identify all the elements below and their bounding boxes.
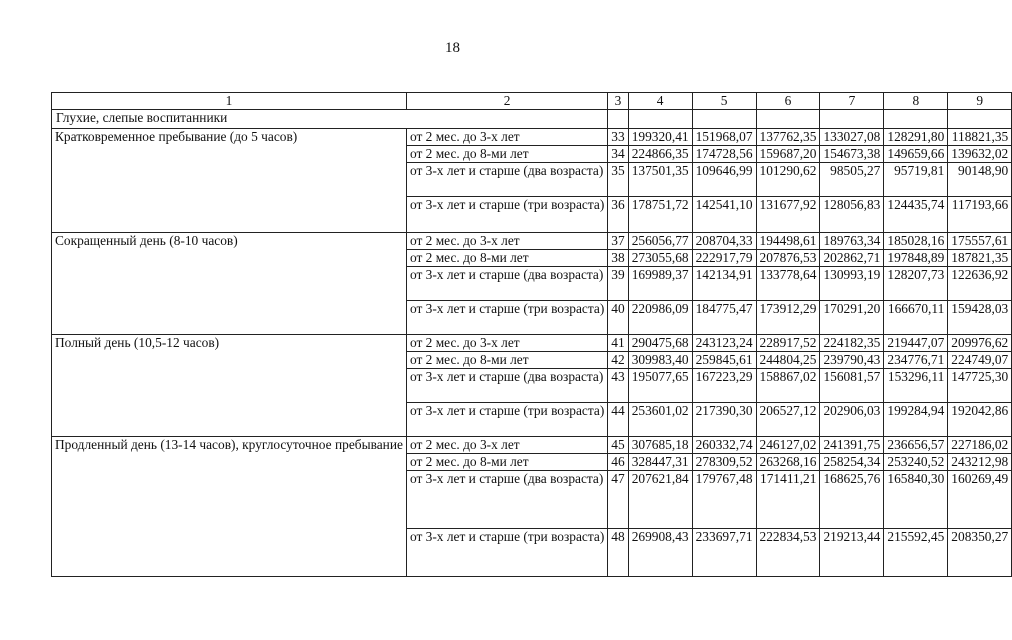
value-cell: 195077,65	[628, 369, 692, 403]
value-cell: 159687,20	[756, 146, 820, 163]
value-cell: 263268,16	[756, 454, 820, 471]
value-cell: 154673,38	[820, 146, 884, 163]
value-cell: 167223,29	[692, 369, 756, 403]
value-cell: 236656,57	[884, 437, 948, 454]
value-cell: 147725,30	[948, 369, 1012, 403]
value-cell: 273055,68	[628, 250, 692, 267]
header-cell: 1	[52, 93, 407, 110]
value-cell: 133778,64	[756, 267, 820, 301]
value-cell: 234776,71	[884, 352, 948, 369]
value-cell: 278309,52	[692, 454, 756, 471]
row-number: 35	[608, 163, 628, 197]
header-row	[52, 93, 1012, 110]
age-category: от 3-х лет и старше (два возраста)	[406, 267, 607, 301]
section-empty-cell	[884, 110, 948, 129]
header-cell: 8	[884, 93, 948, 110]
value-cell: 220986,09	[628, 301, 692, 335]
value-cell: 109646,99	[692, 163, 756, 197]
value-cell: 118821,35	[948, 129, 1012, 146]
header-cell: 3	[608, 93, 628, 110]
value-cell: 269908,43	[628, 529, 692, 577]
section-title: Глухие, слепые воспитанники	[52, 110, 608, 129]
value-cell: 166670,11	[884, 301, 948, 335]
value-cell: 259845,61	[692, 352, 756, 369]
section-empty-cell	[756, 110, 820, 129]
value-cell: 206527,12	[756, 403, 820, 437]
section-empty-cell	[692, 110, 756, 129]
value-cell: 122636,92	[948, 267, 1012, 301]
value-cell: 156081,57	[820, 369, 884, 403]
row-number: 47	[608, 471, 628, 529]
row-number: 42	[608, 352, 628, 369]
value-cell: 202862,71	[820, 250, 884, 267]
age-category: от 3-х лет и старше (два возраста)	[406, 471, 607, 529]
age-category: от 2 мес. до 3-х лет	[406, 437, 607, 454]
section-empty-cell	[820, 110, 884, 129]
value-cell: 246127,02	[756, 437, 820, 454]
table-row	[52, 129, 1012, 146]
value-cell: 207876,53	[756, 250, 820, 267]
section-empty-cell	[608, 110, 628, 129]
age-category: от 2 мес. до 3-х лет	[406, 129, 607, 146]
age-category: от 2 мес. до 8-ми лет	[406, 146, 607, 163]
value-cell: 133027,08	[820, 129, 884, 146]
table-row	[52, 437, 1012, 454]
age-category: от 3-х лет и старше (два возраста)	[406, 163, 607, 197]
group-label: Полный день (10,5-12 часов)	[52, 335, 407, 437]
value-cell: 160269,49	[948, 471, 1012, 529]
tariff-table	[51, 92, 1012, 577]
value-cell: 137501,35	[628, 163, 692, 197]
value-cell: 192042,86	[948, 403, 1012, 437]
value-cell: 153296,11	[884, 369, 948, 403]
table-row	[52, 233, 1012, 250]
value-cell: 142541,10	[692, 197, 756, 233]
value-cell: 169989,37	[628, 267, 692, 301]
value-cell: 227186,02	[948, 437, 1012, 454]
section-empty-cell	[628, 110, 692, 129]
value-cell: 219447,07	[884, 335, 948, 352]
row-number: 45	[608, 437, 628, 454]
value-cell: 202906,03	[820, 403, 884, 437]
value-cell: 244804,25	[756, 352, 820, 369]
value-cell: 149659,66	[884, 146, 948, 163]
row-number: 34	[608, 146, 628, 163]
value-cell: 256056,77	[628, 233, 692, 250]
group-label: Сокращенный день (8-10 часов)	[52, 233, 407, 335]
value-cell: 209976,62	[948, 335, 1012, 352]
row-number: 41	[608, 335, 628, 352]
row-number: 38	[608, 250, 628, 267]
row-number: 48	[608, 529, 628, 577]
value-cell: 178751,72	[628, 197, 692, 233]
row-number: 44	[608, 403, 628, 437]
row-number: 40	[608, 301, 628, 335]
value-cell: 197848,89	[884, 250, 948, 267]
value-cell: 90148,90	[948, 163, 1012, 197]
value-cell: 187821,35	[948, 250, 1012, 267]
value-cell: 165840,30	[884, 471, 948, 529]
value-cell: 128056,83	[820, 197, 884, 233]
age-category: от 3-х лет и старше (три возраста)	[406, 529, 607, 577]
value-cell: 124435,74	[884, 197, 948, 233]
section-row	[52, 110, 1012, 129]
age-category: от 3-х лет и старше (три возраста)	[406, 301, 607, 335]
value-cell: 184775,47	[692, 301, 756, 335]
value-cell: 175557,61	[948, 233, 1012, 250]
value-cell: 101290,62	[756, 163, 820, 197]
age-category: от 2 мес. до 3-х лет	[406, 335, 607, 352]
header-cell: 7	[820, 93, 884, 110]
value-cell: 98505,27	[820, 163, 884, 197]
value-cell: 158867,02	[756, 369, 820, 403]
value-cell: 239790,43	[820, 352, 884, 369]
row-number: 37	[608, 233, 628, 250]
value-cell: 173912,29	[756, 301, 820, 335]
value-cell: 139632,02	[948, 146, 1012, 163]
value-cell: 194498,61	[756, 233, 820, 250]
age-category: от 2 мес. до 8-ми лет	[406, 454, 607, 471]
value-cell: 228917,52	[756, 335, 820, 352]
header-cell: 4	[628, 93, 692, 110]
row-number: 43	[608, 369, 628, 403]
age-category: от 2 мес. до 8-ми лет	[406, 352, 607, 369]
value-cell: 219213,44	[820, 529, 884, 577]
value-cell: 222917,79	[692, 250, 756, 267]
value-cell: 224182,35	[820, 335, 884, 352]
value-cell: 224866,35	[628, 146, 692, 163]
value-cell: 117193,66	[948, 197, 1012, 233]
row-number: 39	[608, 267, 628, 301]
value-cell: 189763,34	[820, 233, 884, 250]
value-cell: 260332,74	[692, 437, 756, 454]
value-cell: 241391,75	[820, 437, 884, 454]
age-category: от 3-х лет и старше (два возраста)	[406, 369, 607, 403]
row-number: 46	[608, 454, 628, 471]
value-cell: 131677,92	[756, 197, 820, 233]
header-cell: 5	[692, 93, 756, 110]
value-cell: 222834,53	[756, 529, 820, 577]
value-cell: 207621,84	[628, 471, 692, 529]
age-category: от 3-х лет и старше (три возраста)	[406, 197, 607, 233]
age-category: от 2 мес. до 3-х лет	[406, 233, 607, 250]
value-cell: 233697,71	[692, 529, 756, 577]
section-empty-cell	[948, 110, 1012, 129]
page-number: 18	[445, 40, 460, 56]
value-cell: 208350,27	[948, 529, 1012, 577]
value-cell: 243123,24	[692, 335, 756, 352]
value-cell: 290475,68	[628, 335, 692, 352]
age-category: от 2 мес. до 8-ми лет	[406, 250, 607, 267]
value-cell: 174728,56	[692, 146, 756, 163]
table-row	[52, 335, 1012, 352]
value-cell: 137762,35	[756, 129, 820, 146]
value-cell: 128207,73	[884, 267, 948, 301]
value-cell: 185028,16	[884, 233, 948, 250]
group-label: Продленный день (13-14 часов), круглосуточное пребывание	[52, 437, 407, 577]
value-cell: 217390,30	[692, 403, 756, 437]
group-label: Кратковременное пребывание (до 5 часов)	[52, 129, 407, 233]
value-cell: 170291,20	[820, 301, 884, 335]
value-cell: 142134,91	[692, 267, 756, 301]
value-cell: 199284,94	[884, 403, 948, 437]
value-cell: 258254,34	[820, 454, 884, 471]
value-cell: 253240,52	[884, 454, 948, 471]
value-cell: 208704,33	[692, 233, 756, 250]
value-cell: 309983,40	[628, 352, 692, 369]
age-category: от 3-х лет и старше (три возраста)	[406, 403, 607, 437]
value-cell: 307685,18	[628, 437, 692, 454]
value-cell: 159428,03	[948, 301, 1012, 335]
row-number: 33	[608, 129, 628, 146]
value-cell: 179767,48	[692, 471, 756, 529]
header-cell: 9	[948, 93, 1012, 110]
value-cell: 168625,76	[820, 471, 884, 529]
value-cell: 130993,19	[820, 267, 884, 301]
value-cell: 328447,31	[628, 454, 692, 471]
value-cell: 253601,02	[628, 403, 692, 437]
value-cell: 151968,07	[692, 129, 756, 146]
value-cell: 128291,80	[884, 129, 948, 146]
header-cell: 6	[756, 93, 820, 110]
value-cell: 171411,21	[756, 471, 820, 529]
value-cell: 199320,41	[628, 129, 692, 146]
value-cell: 95719,81	[884, 163, 948, 197]
value-cell: 215592,45	[884, 529, 948, 577]
header-cell: 2	[406, 93, 607, 110]
row-number: 36	[608, 197, 628, 233]
value-cell: 243212,98	[948, 454, 1012, 471]
value-cell: 224749,07	[948, 352, 1012, 369]
